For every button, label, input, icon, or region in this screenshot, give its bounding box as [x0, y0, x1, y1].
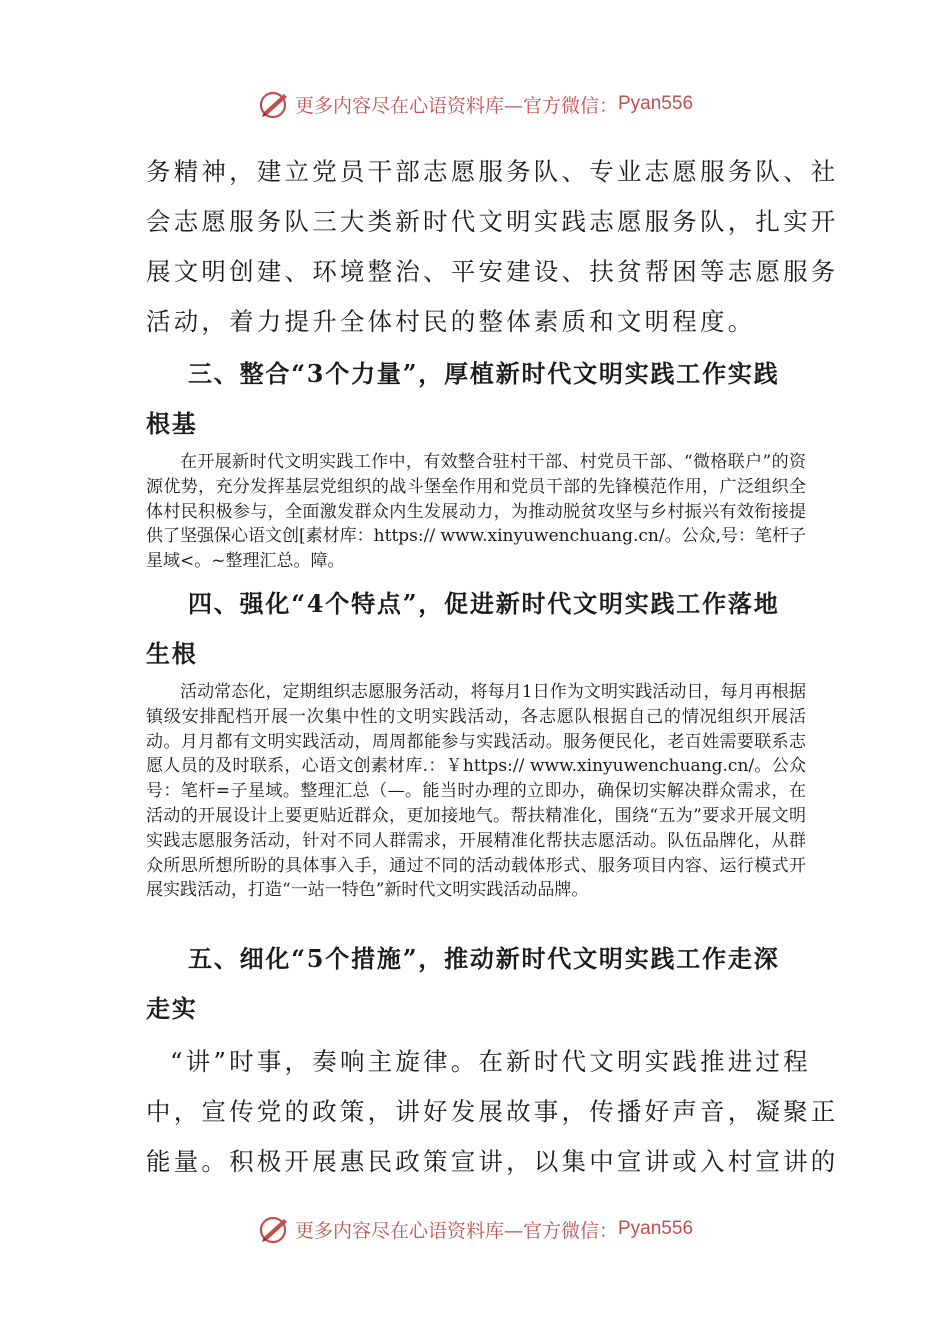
section4-heading-cont: 生根 [146, 639, 198, 668]
banner-wechat-id: Pyan556 [618, 93, 694, 114]
pen-logo-icon [257, 1212, 291, 1246]
pen-logo-icon [257, 87, 291, 121]
intro-line-1: 务精神，建立党员干部志愿服务队、专业志愿服务队、社 [146, 157, 839, 186]
banner-wechat-id: Pyan556 [618, 1218, 694, 1239]
intro-line-2: 会志愿服务队三大类新时代文明实践志愿服务队，扎实开 [146, 207, 839, 236]
intro-line-3: 展文明创建、环境整治、平安建设、扶贫帮困等志愿服务 [146, 257, 839, 286]
section5-heading-cont: 走实 [146, 994, 198, 1023]
footer-banner [0, 1209, 950, 1249]
section3-body: 在开展新时代文明实践工作中，有效整合驻村干部、村党员干部、“微格联户”的资源优势，充分发挥基层党组织的战斗堡垒作用和党员干部的先锋模范作用，广泛组织全体村民积极参与，全面激发群众内生发展动力，为推动脱贫攻坚与乡村振兴有效衔接提供了坚强保心语文创[素材库：https:// www.xinyuwenchuang.cn/。公众,号：笔杆子星域<。~整理汇总。障。 [146, 452, 806, 572]
section5-body-line-1: “讲”时事，奏响主旋律。在新时代文明实践推进过程 [170, 1047, 811, 1076]
section5-body-line-3: 能量。积极开展惠民政策宣讲，以集中宣讲或入村宣讲的 [146, 1147, 839, 1176]
section3-heading: 三、整合“3个力量”，厚植新时代文明实践工作实践 [188, 359, 780, 388]
section4-heading: 四、强化“4个特点”，促进新时代文明实践工作落地 [188, 589, 780, 618]
section3-heading-cont: 根基 [146, 409, 198, 438]
section5-heading: 五、细化“5个措施”，推动新时代文明实践工作走深 [188, 944, 780, 973]
header-banner [0, 84, 950, 124]
banner-text: 更多内容尽在心语资料库—官方微信： [294, 94, 618, 117]
section4-body: 活动常态化，定期组织志愿服务活动，将每月1日作为文明实践活动日，每月再根据镇级安排配档开展一次集中性的文明实践活动，各志愿队根据自己的情况组织开展活动。月月都有文明实践活动，周周都能参与实践活动。服务便民化，老百姓需要联系志愿人员的及时联系，心语文创素材库.：￥https:// www.xinyuwenchuang.cn/。公众号：笔杆=子星域。整理汇总（—。能当时办理的立即办，确保切实解决群众需求，在活动的开展设计上要更贴近群众，更加接地气。帮扶精准化，围绕“五为”要求开展文明实践志愿服务活动，针对不同人群需求，开展精准化帮扶志愿活动。队伍品牌化，从群众所思所想所盼的具体事入手，通过不同的活动载体形式、服务项目内容、运行模式开展实践活动，打造“一站一特色”新时代文明实践活动品牌。 [146, 682, 806, 901]
intro-line-4: 活动，着力提升全体村民的整体素质和文明程度。 [146, 307, 756, 336]
section5-body-line-2: 中，宣传党的政策，讲好发展故事，传播好声音，凝聚正 [146, 1097, 839, 1126]
banner-text: 更多内容尽在心语资料库—官方微信： [294, 1219, 618, 1242]
